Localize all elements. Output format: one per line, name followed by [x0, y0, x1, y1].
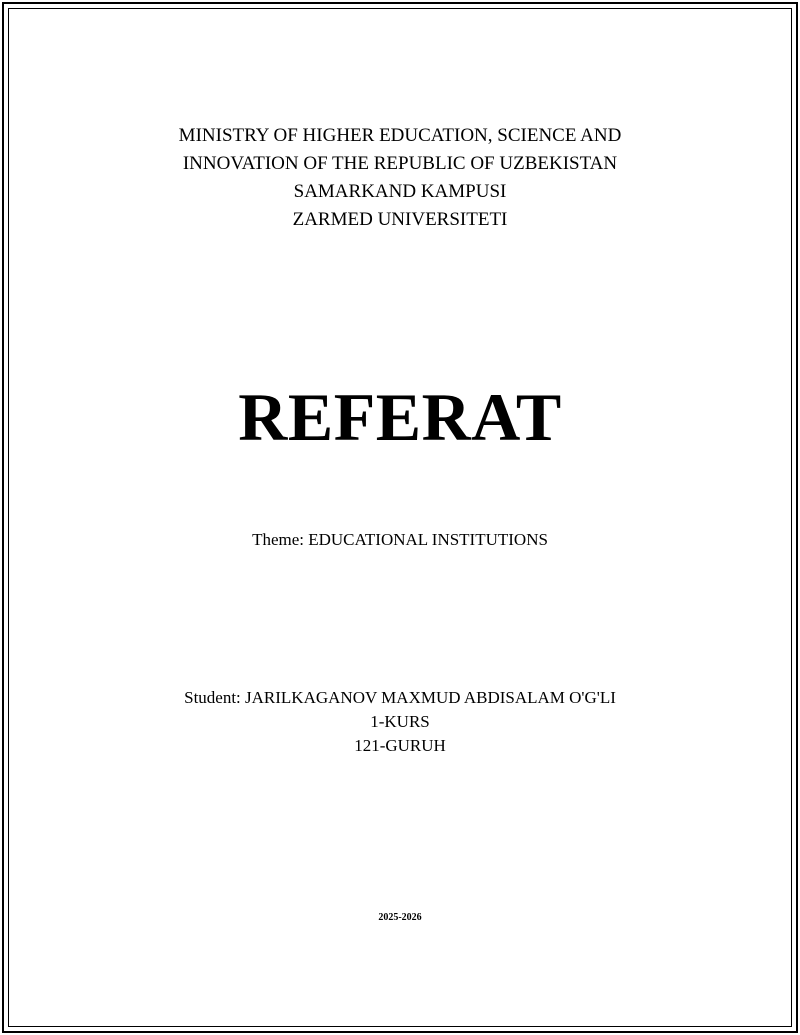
institution-line-2: INNOVATION OF THE REPUBLIC OF UZBEKISTAN — [182, 153, 618, 174]
document-title: REFERAT — [238, 379, 562, 455]
institution-header — [0, 122, 800, 234]
document-theme: Theme: EDUCATIONAL INSTITUTIONS — [252, 530, 548, 549]
student-info — [0, 686, 800, 758]
institution-line-3: SAMARKAND KAMPUSI — [293, 181, 507, 202]
student-group: 121-GURUH — [354, 736, 446, 755]
student-course: 1-KURS — [370, 712, 430, 731]
student-name: Student: JARILKAGANOV MAXMUD ABDISALAM O'G'LI — [184, 688, 616, 707]
academic-year: 2025-2026 — [378, 912, 422, 923]
institution-line-4: ZARMED UNIVERSITETI — [292, 209, 508, 230]
institution-line-1: MINISTRY OF HIGHER EDUCATION, SCIENCE AND — [178, 125, 622, 146]
